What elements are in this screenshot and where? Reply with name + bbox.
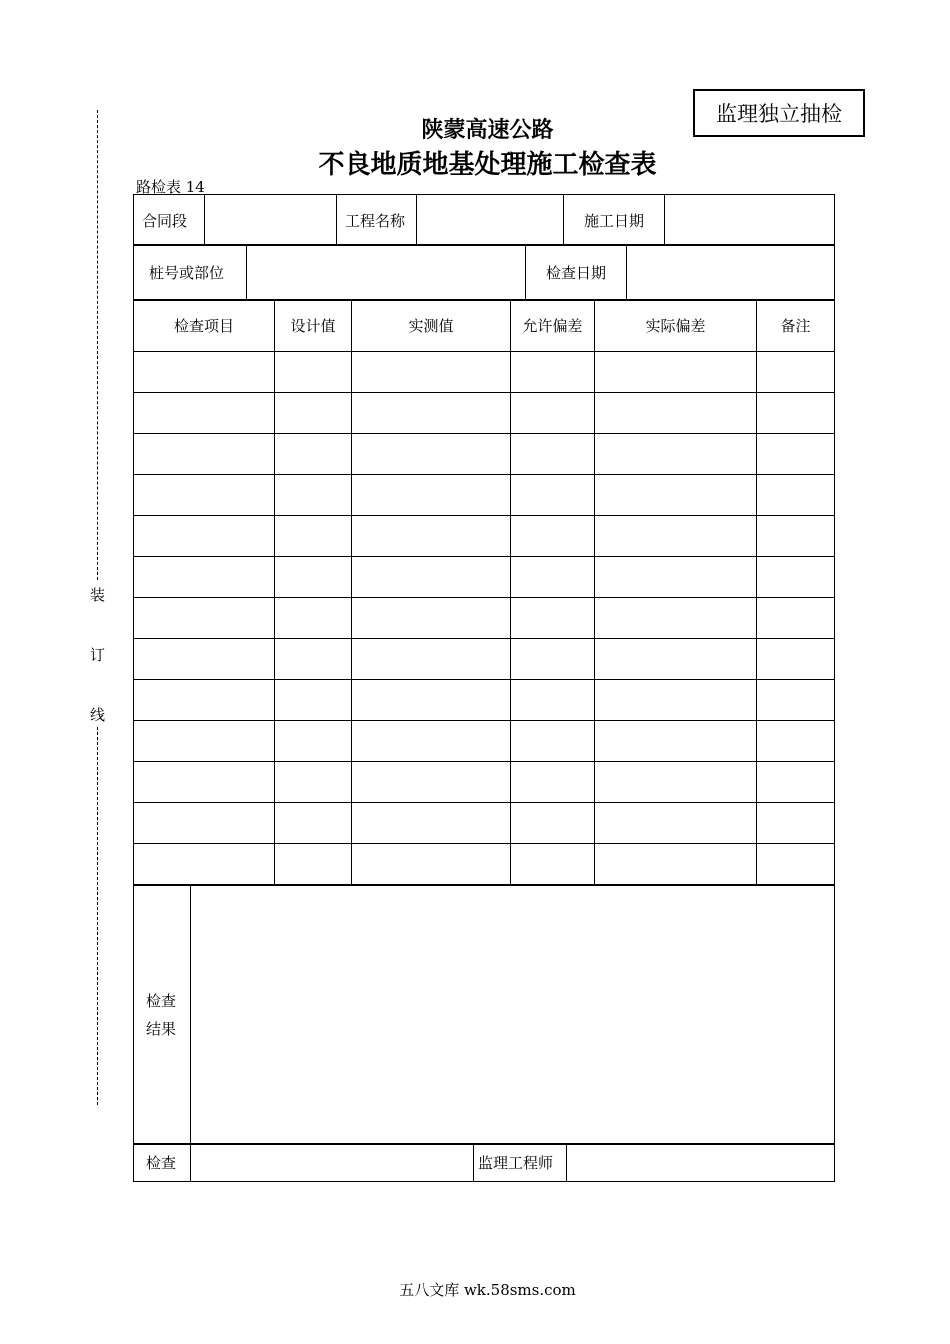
header-actual-deviation: 实际偏差: [595, 300, 757, 352]
result-label: [134, 886, 191, 1145]
cell-allowed[interactable]: [511, 721, 595, 762]
cell-actual[interactable]: [595, 639, 757, 680]
table-row: [134, 803, 835, 844]
page-title-highway: 陕蒙高速公路: [421, 118, 554, 143]
cell-actual[interactable]: [595, 557, 757, 598]
cell-design[interactable]: [275, 803, 352, 844]
header-design-value: 设计值: [275, 300, 352, 352]
header-measured-value: 实测值: [352, 300, 511, 352]
cell-measured[interactable]: [352, 516, 511, 557]
cell-actual[interactable]: [595, 434, 757, 475]
cell-measured[interactable]: [352, 762, 511, 803]
cell-item[interactable]: [134, 680, 275, 721]
cell-allowed[interactable]: [511, 598, 595, 639]
cell-measured[interactable]: [352, 434, 511, 475]
inspector-field[interactable]: [191, 1144, 474, 1182]
cell-actual[interactable]: [595, 803, 757, 844]
cell-remarks[interactable]: [757, 393, 835, 434]
cell-actual[interactable]: [595, 762, 757, 803]
cell-item[interactable]: [134, 598, 275, 639]
construction-date-field[interactable]: [665, 195, 835, 246]
cell-design[interactable]: [275, 434, 352, 475]
engineer-field[interactable]: [567, 1144, 835, 1182]
binding-char-zhuang: 装: [90, 586, 106, 604]
cell-actual[interactable]: [595, 352, 757, 393]
cell-allowed[interactable]: [511, 557, 595, 598]
cell-measured[interactable]: [352, 680, 511, 721]
footer-watermark: 五八文库 wk.58sms.com: [399, 1281, 576, 1299]
cell-item[interactable]: [134, 803, 275, 844]
table-row: [134, 557, 835, 598]
inspection-date-label: 检查日期: [526, 245, 627, 301]
project-name-label: 工程名称: [337, 195, 417, 246]
cell-design[interactable]: [275, 475, 352, 516]
result-field[interactable]: [191, 886, 835, 1145]
table-row: [134, 844, 835, 885]
cell-allowed[interactable]: [511, 680, 595, 721]
cell-remarks[interactable]: [757, 680, 835, 721]
info-table-top: [133, 194, 835, 246]
contract-section-field[interactable]: [205, 195, 337, 246]
result-label-line1: 检查: [146, 992, 177, 1010]
table-row: [134, 680, 835, 721]
cell-item[interactable]: [134, 844, 275, 885]
cell-item[interactable]: [134, 557, 275, 598]
station-field[interactable]: [247, 245, 526, 301]
cell-actual[interactable]: [595, 721, 757, 762]
project-name-field[interactable]: [417, 195, 564, 246]
cell-actual[interactable]: [595, 393, 757, 434]
cell-measured[interactable]: [352, 803, 511, 844]
cell-actual[interactable]: [595, 680, 757, 721]
grid-header-row: [134, 300, 835, 352]
cell-remarks[interactable]: [757, 475, 835, 516]
cell-remarks[interactable]: [757, 352, 835, 393]
cell-remarks[interactable]: [757, 762, 835, 803]
contract-section-label: 合同段: [134, 195, 205, 246]
cell-remarks[interactable]: [757, 721, 835, 762]
cell-actual[interactable]: [595, 475, 757, 516]
cell-design[interactable]: [275, 516, 352, 557]
cell-measured[interactable]: [352, 475, 511, 516]
cell-remarks[interactable]: [757, 844, 835, 885]
cell-design[interactable]: [275, 639, 352, 680]
cell-remarks[interactable]: [757, 434, 835, 475]
cell-measured[interactable]: [352, 844, 511, 885]
inspector-label: 检查: [134, 1144, 191, 1182]
supervision-stamp: 监理独立抽检: [693, 89, 865, 137]
inspection-grid: [133, 299, 835, 885]
cell-item[interactable]: [134, 393, 275, 434]
cell-item[interactable]: [134, 352, 275, 393]
construction-date-label: 施工日期: [564, 195, 665, 246]
cell-item[interactable]: [134, 516, 275, 557]
cell-measured[interactable]: [352, 393, 511, 434]
table-row: [134, 639, 835, 680]
cell-design[interactable]: [275, 721, 352, 762]
cell-measured[interactable]: [352, 598, 511, 639]
cell-allowed[interactable]: [511, 639, 595, 680]
cell-actual[interactable]: [595, 598, 757, 639]
cell-remarks[interactable]: [757, 557, 835, 598]
header-remarks: 备注: [757, 300, 835, 352]
cell-item[interactable]: [134, 639, 275, 680]
header-inspection-item: 检查项目: [134, 300, 275, 352]
cell-allowed[interactable]: [511, 516, 595, 557]
table-row: [134, 393, 835, 434]
table-row: [134, 352, 835, 393]
cell-measured[interactable]: [352, 557, 511, 598]
signature-table: [133, 1143, 835, 1182]
cell-allowed[interactable]: [511, 352, 595, 393]
cell-measured[interactable]: [352, 639, 511, 680]
table-row: [134, 721, 835, 762]
cell-remarks[interactable]: [757, 803, 835, 844]
table-row: [134, 762, 835, 803]
header-allowed-deviation: 允许偏差: [511, 300, 595, 352]
cell-remarks[interactable]: [757, 516, 835, 557]
engineer-label: 监理工程师: [474, 1144, 567, 1182]
cell-item[interactable]: [134, 762, 275, 803]
cell-design[interactable]: [275, 352, 352, 393]
cell-design[interactable]: [275, 598, 352, 639]
cell-actual[interactable]: [595, 516, 757, 557]
cell-design[interactable]: [275, 557, 352, 598]
result-table: [133, 885, 835, 1145]
info-table-station: [133, 244, 835, 301]
table-row: [134, 598, 835, 639]
cell-allowed[interactable]: [511, 844, 595, 885]
binding-char-xian: 线: [90, 706, 106, 724]
cell-actual[interactable]: [595, 844, 757, 885]
table-row: [134, 475, 835, 516]
cell-allowed[interactable]: [511, 434, 595, 475]
table-row: [134, 516, 835, 557]
cell-item[interactable]: [134, 721, 275, 762]
cell-design[interactable]: [275, 680, 352, 721]
binding-line-lower: [97, 727, 98, 1105]
cell-item[interactable]: [134, 475, 275, 516]
cell-item[interactable]: [134, 434, 275, 475]
inspection-date-field[interactable]: [627, 245, 835, 301]
table-row: [134, 434, 835, 475]
cell-design[interactable]: [275, 393, 352, 434]
cell-allowed[interactable]: [511, 475, 595, 516]
cell-measured[interactable]: [352, 721, 511, 762]
result-label-line2: 结果: [146, 1020, 177, 1038]
cell-allowed[interactable]: [511, 803, 595, 844]
cell-allowed[interactable]: [511, 762, 595, 803]
station-label: 桩号或部位: [134, 245, 247, 301]
page-title-form: 不良地质地基处理施工检查表: [318, 150, 657, 180]
binding-char-ding: 订: [90, 646, 106, 664]
cell-measured[interactable]: [352, 352, 511, 393]
cell-allowed[interactable]: [511, 393, 595, 434]
cell-remarks[interactable]: [757, 598, 835, 639]
cell-design[interactable]: [275, 844, 352, 885]
cell-design[interactable]: [275, 762, 352, 803]
cell-remarks[interactable]: [757, 639, 835, 680]
form-code: 路检表 14: [136, 178, 205, 196]
